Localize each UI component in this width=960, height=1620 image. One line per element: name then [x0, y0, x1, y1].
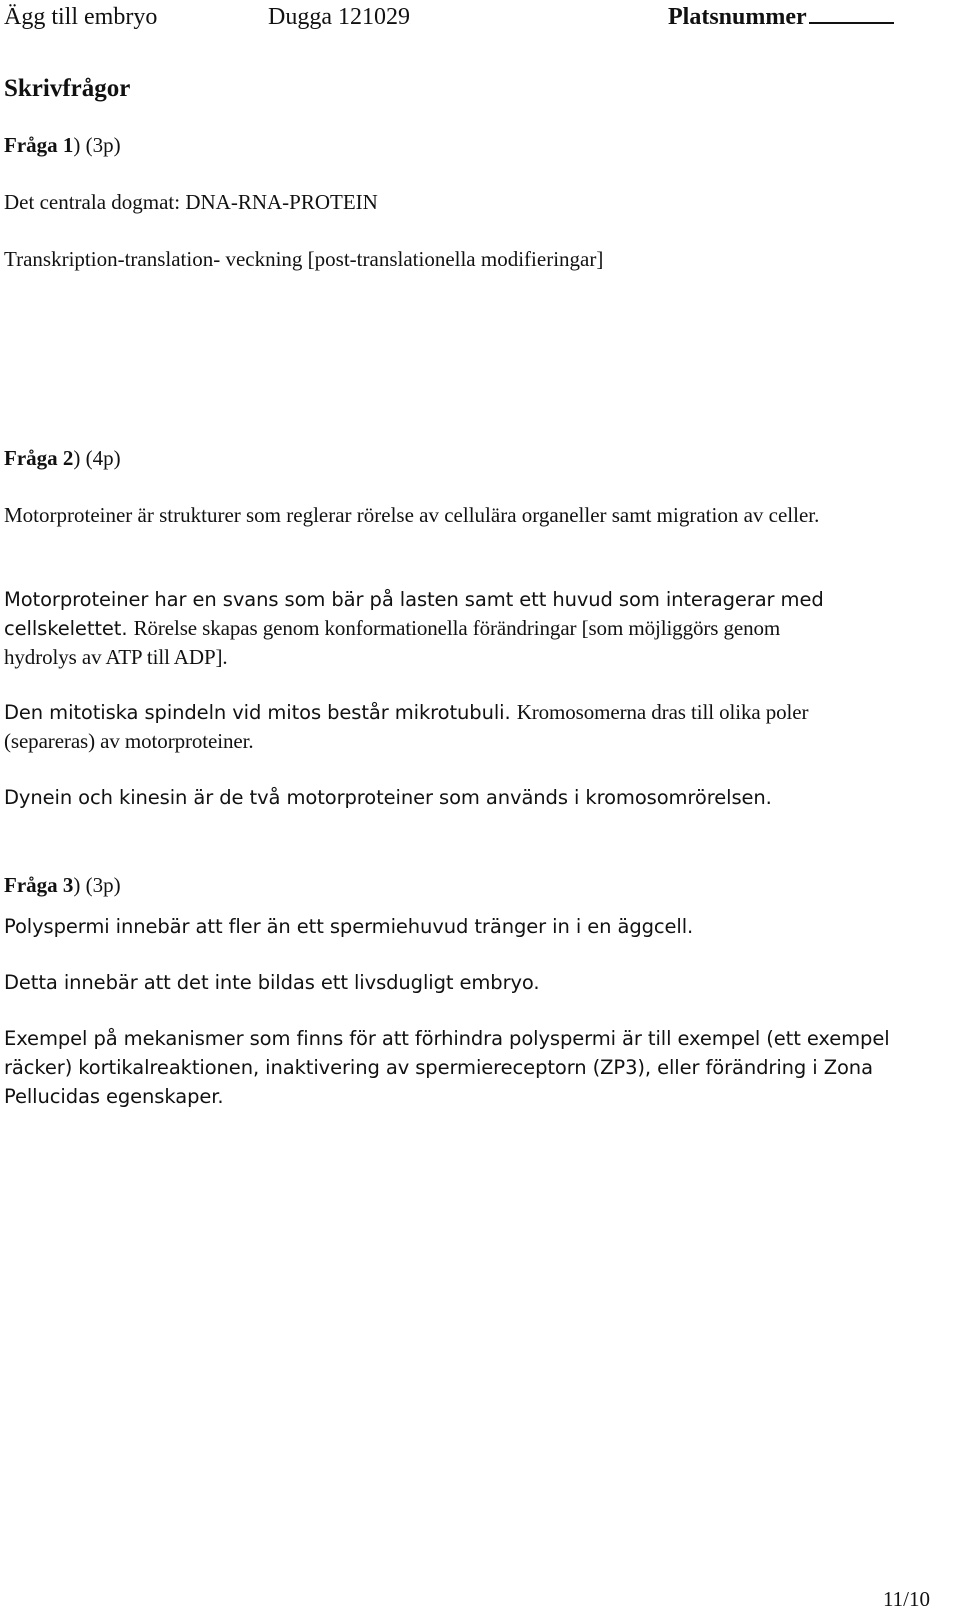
question-1-points: ) (3p) — [73, 133, 121, 157]
question-1-heading — [4, 131, 121, 160]
question-2-sentence-chromosomes: Kromosomerna dras till olika poler (separeras) av motorproteiner. — [4, 700, 809, 753]
question-2-label: Fråga 2 — [4, 446, 74, 470]
question-2-heading — [4, 444, 121, 473]
question-2-sentence-movement: Rörelse skapas genom konformationella förändringar [som möjliggörs genom hydrolys av ATP till ADP]. — [4, 616, 781, 669]
exam-title: Dugga 121029 — [268, 4, 410, 30]
question-3-paragraph-1: Polyspermi innebär att fler än ett spermiehuvud tränger in i en äggcell. — [4, 915, 694, 938]
seat-number-field — [668, 2, 894, 32]
question-3-paragraph-2: Detta innebär att det inte bildas ett livsdugligt embryo. — [4, 971, 540, 994]
question-1-answer-line-1: Det centrala dogmat: DNA-RNA-PROTEIN — [4, 190, 378, 214]
section-title: Skrivfrågor — [4, 75, 131, 102]
question-2-paragraph-1: Motorproteiner är strukturer som reglerar rörelse av cellulära organeller samt migration av celler. — [4, 503, 820, 527]
question-1-answer-line-2: Transkription-translation- veckning [post-translationella modifieringar] — [4, 247, 604, 271]
question-3-label: Fråga 3 — [4, 873, 74, 897]
question-2-paragraph-2 — [4, 585, 844, 672]
course-title: Ägg till embryo — [4, 4, 158, 30]
question-3-points: ) (3p) — [73, 873, 121, 897]
seat-number-blank — [809, 2, 894, 24]
question-1-label: Fråga 1 — [4, 133, 74, 157]
question-2-paragraph-4: Dynein och kinesin är de två motorproteiner som används i kromosomrörelsen. — [4, 786, 772, 809]
page-number: 11/10 — [882, 1587, 930, 1611]
question-2-sentence-motor-structure: Motorproteiner har en svans som bär på lasten samt ett huvud som interagerar med cellskelettet. — [4, 588, 824, 640]
question-2-points: ) (4p) — [73, 446, 121, 470]
question-3-paragraph-3: Exempel på mekanismer som finns för att förhindra polyspermi är till exempel (ett exempel räcker) kortikalreaktionen, inaktivering av spermiereceptorn (ZP3), eller förändring i Zona Pellucidas egenskaper. — [4, 1027, 890, 1108]
question-3-heading — [4, 871, 121, 900]
seat-number-label: Platsnummer — [668, 4, 807, 30]
question-2-paragraph-3 — [4, 698, 884, 756]
question-2-sentence-spindle: Den mitotiska spindeln vid mitos består mikrotubuli. — [4, 701, 511, 724]
page-header — [0, 0, 960, 36]
